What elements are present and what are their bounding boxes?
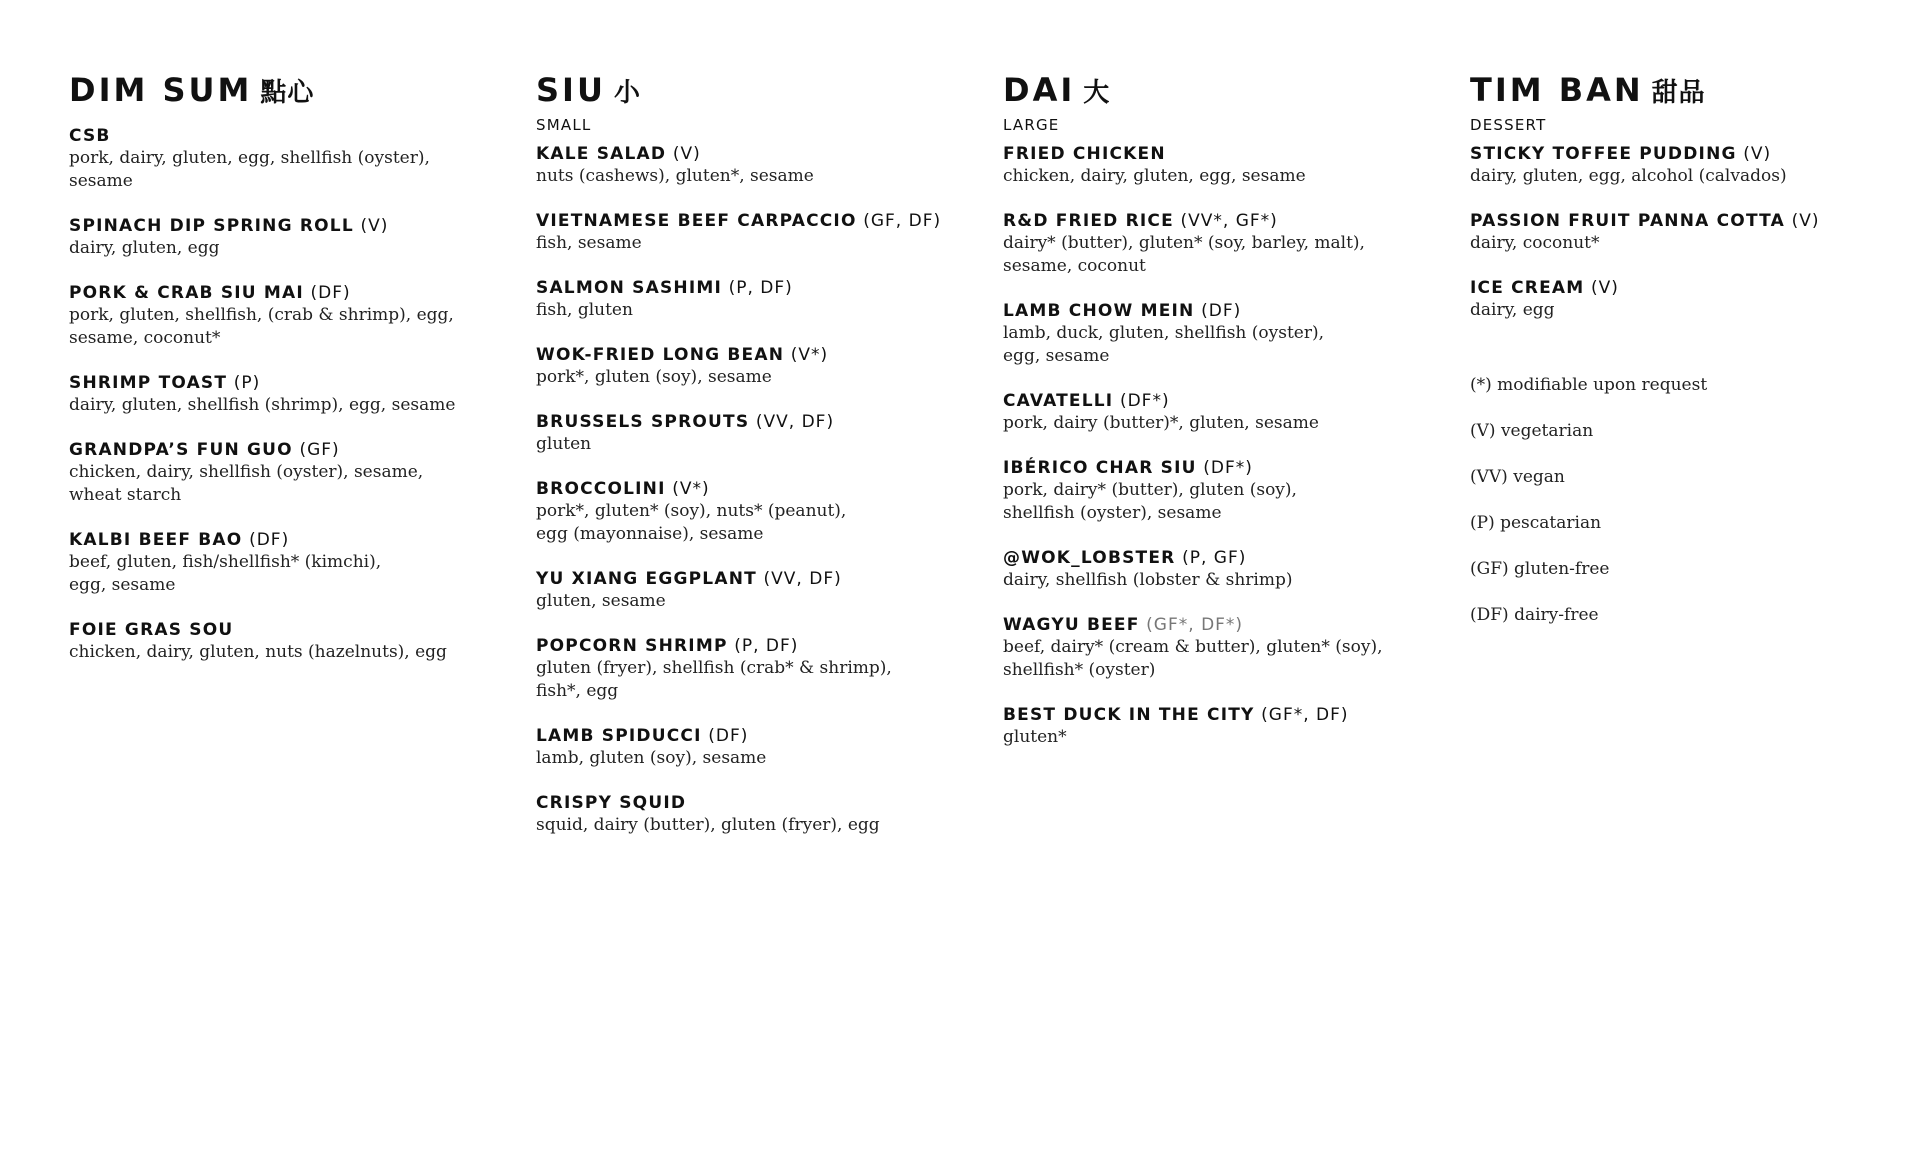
menu-item — [69, 619, 536, 664]
section-title-text: TIM BAN — [1470, 71, 1644, 109]
item-description: dairy, coconut* — [1470, 233, 1600, 253]
item-name: CSB — [69, 126, 111, 146]
item-name: R&D FRIED RICE — [1003, 211, 1174, 231]
menu-item — [1003, 704, 1470, 749]
item-name: FOIE GRAS SOU — [69, 620, 234, 640]
item-name: LAMB CHOW MEIN — [1003, 301, 1195, 321]
item-description: dairy, egg — [1470, 300, 1555, 320]
item-description: pork, dairy (butter)*, gluten, sesame — [1003, 413, 1319, 433]
item-description: gluten (fryer), shellfish (crab* & shrimp), fish*, egg — [536, 658, 892, 701]
menu-item — [1470, 143, 1920, 188]
item-description: dairy, gluten, egg, alcohol (calvados) — [1470, 166, 1787, 186]
menu-item — [69, 372, 536, 417]
item-description: fish, gluten — [536, 300, 633, 320]
item-description: gluten, sesame — [536, 591, 666, 611]
item-description: dairy, gluten, egg — [69, 238, 220, 258]
item-description: gluten* — [1003, 727, 1067, 747]
item-name: BEST DUCK IN THE CITY — [1003, 705, 1255, 725]
section-title-text: SIU — [536, 71, 606, 109]
legend-item: (P) pescatarian — [1470, 513, 1602, 533]
item-name: KALE SALAD — [536, 144, 667, 164]
item-description: chicken, dairy, shellfish (oyster), sesame, wheat starch — [69, 462, 424, 505]
item-name: IBÉRICO CHAR SIU — [1003, 458, 1197, 478]
item-description: dairy, shellfish (lobster & shrimp) — [1003, 570, 1293, 590]
item-name: WAGYU BEEF — [1003, 615, 1140, 635]
menu-item — [1003, 143, 1470, 188]
item-description: nuts (cashews), gluten*, sesame — [536, 166, 814, 186]
section-title — [69, 70, 536, 113]
item-name: ICE CREAM — [1470, 278, 1585, 298]
item-description: beef, dairy* (cream & butter), gluten* (soy), shellfish* (oyster) — [1003, 637, 1383, 680]
menu-item — [1003, 390, 1470, 435]
dietary-legend — [1470, 374, 1920, 627]
menu-item — [536, 277, 1003, 322]
menu-item — [536, 792, 1003, 837]
item-list — [1003, 143, 1470, 749]
item-name: POPCORN SHRIMP — [536, 636, 728, 656]
item-description: squid, dairy (butter), gluten (fryer), egg — [536, 815, 880, 835]
section-subtitle: DESSERT — [1470, 116, 1547, 134]
menu-item — [536, 725, 1003, 770]
item-list — [1470, 143, 1920, 322]
menu-item — [1470, 210, 1920, 255]
item-tag: (DF*) — [1203, 458, 1253, 478]
item-tag: (V) — [360, 216, 389, 236]
menu-item — [1003, 210, 1470, 278]
item-tag: (GF) — [299, 440, 340, 460]
menu-item — [1003, 300, 1470, 368]
item-description: pork, dairy* (butter), gluten (soy), shellfish (oyster), sesame — [1003, 480, 1297, 523]
menu-item — [536, 478, 1003, 546]
item-tag: (P, DF) — [734, 636, 799, 656]
item-tag: (VV*, GF*) — [1180, 211, 1278, 231]
item-tag: (V) — [1791, 211, 1820, 231]
item-list — [536, 143, 1003, 837]
menu-item — [1003, 547, 1470, 592]
menu-item — [69, 215, 536, 260]
item-name: PORK & CRAB SIU MAI — [69, 283, 304, 303]
item-description: lamb, gluten (soy), sesame — [536, 748, 767, 768]
section-subtitle: SMALL — [536, 116, 592, 134]
item-tag: (GF*, DF*) — [1146, 615, 1244, 635]
item-description: pork, gluten, shellfish, (crab & shrimp), egg, sesame, coconut* — [69, 305, 454, 348]
item-tag: (P, DF) — [728, 278, 793, 298]
item-name: LAMB SPIDUCCI — [536, 726, 702, 746]
menu-item — [69, 125, 536, 193]
section-title-cjk: 大 — [1083, 78, 1111, 108]
section-title — [536, 70, 1003, 113]
menu-item — [1003, 457, 1470, 525]
item-name: VIETNAMESE BEEF CARPACCIO — [536, 211, 857, 231]
item-tag: (VV, DF) — [763, 569, 842, 589]
item-name: KALBI BEEF BAO — [69, 530, 243, 550]
item-name: SHRIMP TOAST — [69, 373, 228, 393]
item-tag: (V*) — [672, 479, 710, 499]
item-tag: (P, GF) — [1182, 548, 1247, 568]
section-subtitle: LARGE — [1003, 116, 1060, 134]
item-description: pork*, gluten (soy), sesame — [536, 367, 772, 387]
item-tag: (GF, DF) — [863, 211, 942, 231]
section-title-text: DIM SUM — [69, 71, 253, 109]
item-name: WOK-FRIED LONG BEAN — [536, 345, 785, 365]
item-tag: (GF*, DF) — [1261, 705, 1349, 725]
item-description: dairy, gluten, shellfish (shrimp), egg, sesame — [69, 395, 456, 415]
item-description: fish, sesame — [536, 233, 642, 253]
item-name: BRUSSELS SPROUTS — [536, 412, 750, 432]
menu-item — [69, 439, 536, 507]
item-name: SALMON SASHIMI — [536, 278, 722, 298]
item-name: CAVATELLI — [1003, 391, 1114, 411]
section-siu — [536, 70, 1003, 859]
item-tag: (V) — [672, 144, 701, 164]
section-title-text: DAI — [1003, 71, 1076, 109]
item-name: PASSION FRUIT PANNA COTTA — [1470, 211, 1785, 231]
menu-item — [536, 635, 1003, 703]
item-tag: (V) — [1743, 144, 1772, 164]
menu-item — [536, 210, 1003, 255]
section-title — [1470, 70, 1920, 113]
menu-item — [536, 143, 1003, 188]
item-tag: (DF) — [310, 283, 351, 303]
section-title-cjk: 點心 — [260, 78, 315, 108]
menu-item — [69, 529, 536, 597]
item-tag: (DF*) — [1119, 391, 1170, 411]
menu-item — [536, 411, 1003, 456]
item-description: beef, gluten, fish/shellfish* (kimchi), egg, sesame — [69, 552, 382, 595]
legend-item: (*) modifiable upon request — [1470, 375, 1708, 395]
item-name: YU XIANG EGGPLANT — [536, 569, 757, 589]
item-description: pork, dairy, gluten, egg, shellfish (oyster), sesame — [69, 148, 430, 191]
legend-item: (DF) dairy-free — [1470, 605, 1599, 625]
menu-item — [1003, 614, 1470, 682]
item-tag: (P) — [233, 373, 261, 393]
item-description: pork*, gluten* (soy), nuts* (peanut), egg (mayonnaise), sesame — [536, 501, 847, 544]
menu-item — [69, 282, 536, 350]
item-description: dairy* (butter), gluten* (soy, barley, malt), sesame, coconut — [1003, 233, 1365, 276]
item-tag: (V*) — [790, 345, 829, 365]
item-description: gluten — [536, 434, 592, 454]
item-name: SPINACH DIP SPRING ROLL — [69, 216, 354, 236]
section-title-cjk: 甜品 — [1651, 78, 1706, 108]
menu-item — [536, 568, 1003, 613]
item-name: FRIED CHICKEN — [1003, 144, 1166, 164]
section-title — [1003, 70, 1470, 113]
item-tag: (DF) — [708, 726, 749, 746]
item-name: BROCCOLINI — [536, 479, 666, 499]
legend-item: (VV) vegan — [1470, 467, 1565, 487]
menu-columns — [69, 70, 1920, 859]
item-description: chicken, dairy, gluten, egg, sesame — [1003, 166, 1306, 186]
legend-item: (GF) gluten-free — [1470, 559, 1610, 579]
legend-item: (V) vegetarian — [1470, 421, 1594, 441]
menu-item — [1470, 277, 1920, 322]
section-tim-ban — [1470, 70, 1920, 859]
section-dai — [1003, 70, 1470, 859]
item-tag: (DF) — [1201, 301, 1242, 321]
item-name: STICKY TOFFEE PUDDING — [1470, 144, 1737, 164]
item-name: GRANDPA’S FUN GUO — [69, 440, 293, 460]
item-tag: (V) — [1591, 278, 1619, 298]
item-tag: (DF) — [249, 530, 290, 550]
item-tag: (VV, DF) — [755, 412, 835, 432]
section-dim-sum — [69, 70, 536, 859]
item-description: chicken, dairy, gluten, nuts (hazelnuts), egg — [69, 642, 447, 662]
section-title-cjk: 小 — [613, 78, 641, 108]
item-list — [69, 125, 536, 664]
menu-item — [536, 344, 1003, 389]
item-name: @WOK_LOBSTER — [1003, 548, 1176, 568]
item-description: lamb, duck, gluten, shellfish (oyster), egg, sesame — [1003, 323, 1325, 366]
item-name: CRISPY SQUID — [536, 793, 687, 813]
